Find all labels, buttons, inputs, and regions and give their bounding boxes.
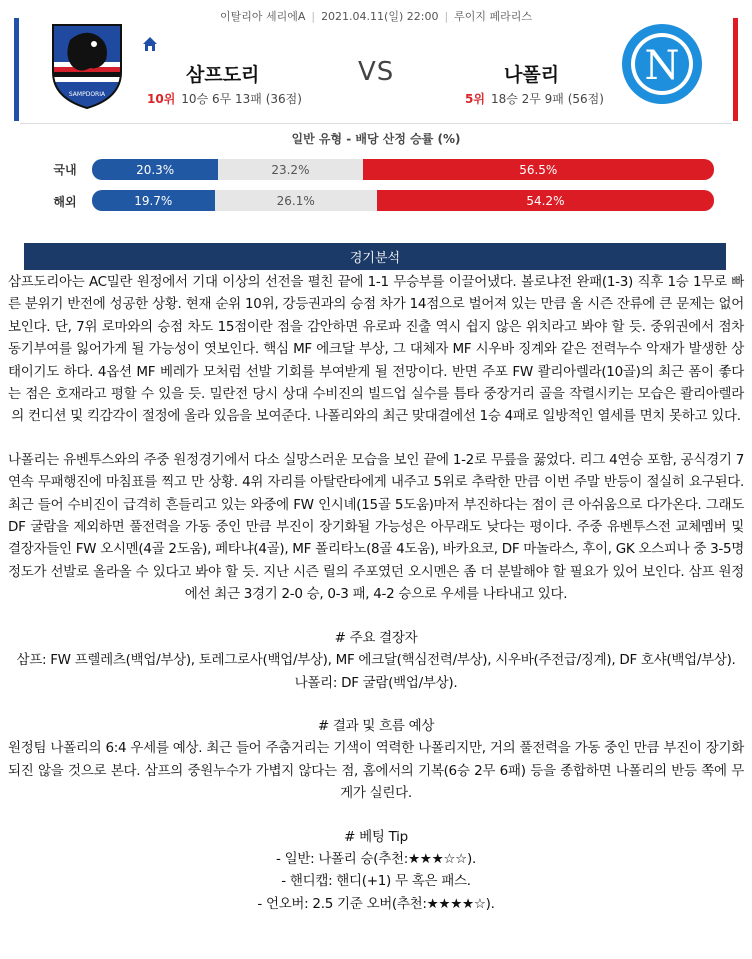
analysis-header: 경기분석: [24, 243, 726, 270]
betting-tip-item: - 핸디캡: 핸디(+1) 무 혹은 패스.: [281, 873, 471, 890]
odds-title: 일반 유형 - 배당 산정 승률 (%): [291, 132, 461, 146]
home-record-text: 10승 6무 13패 (36점): [181, 92, 302, 106]
away-win-segment: 54.2%: [377, 190, 714, 211]
home-color-edge: [14, 18, 19, 121]
analysis-body: [8, 271, 744, 915]
draw-segment: 23.2%: [218, 159, 362, 180]
away-logo-letter: N: [644, 43, 680, 89]
home-win-segment: 19.7%: [92, 190, 215, 211]
home-absentees: 삼프: FW 프렐레츠(백업/부상), 토레그로사(백업/부상), MF 에크달(핵심전력/부상), 시우바(주전급/징계), DF 호샤(백업/부상).: [16, 652, 736, 669]
match-info: 이탈리아 세리에A | 2021.04.11(일) 22:00 | 루이지 페라리스: [219, 10, 533, 23]
home-analysis-paragraph: 삼프도리아는 AC밀란 원정에서 기대 이상의 선전을 펼친 끝에 1-1 무승부를 이끌어냈다. 볼로냐전 완패(1-3) 직후 1승 1무로 빠른 분위기 반전에 성공한 상황. 현재 순위 10위, 강등권과의 승점 차가 14점으로 벌어져 있는 만큼 올 시즌 잔류에 큰 문제는 없어 보인다. 단, 7위 로마와의 승점 차도 15점이란 점을 감안하면 유로파 진출 역시 쉽지 않은 위치라고 봐야 할 듯. 중위권에서 점차 동기부여를 잃어가게 될 가능성이 엿보인다. 핵심 MF 에크달 부상, 그 대체자 MF 시우바 징계와 같은 전력누수 악재가 발생한 상태이기도 하다. 4옵션 MF 베레가 모처럼 선발 기회를 부여받게 될 전망이다. 반면 주포 FW 콸리아렐라(10골)의 최근 폼이 좋다는 점은 호재라고 평할 수 있을 듯. 밀란전 당시 상대 수비진의 빌드업 실수를 틈타 중장거리 골을 작렬시키는 모습은 콸리아렐라의 컨디션 및 킥감각이 절정에 올라 있음을 보여준다. 나폴리와의 최근 맞대결에선 1승 4패로 일방적인 열세를 면치 못하고 있다.: [8, 274, 744, 425]
away-win-segment: 56.5%: [363, 159, 714, 180]
away-team-record: [465, 90, 604, 107]
venue-name: 루이지 페라리스: [454, 10, 533, 23]
odds-bar-domestic: [92, 159, 714, 180]
odds-row-label-domestic: 국내: [53, 163, 77, 177]
vs-label: VS: [358, 57, 395, 87]
away-team-logo: [620, 22, 704, 106]
prediction-text: 원정팀 나폴리의 6:4 우세를 예상. 최근 들어 주춤거리는 기색이 역력한 나폴리지만, 거의 풀전력을 가동 중인 만큼 부진이 장기화되진 않을 것으로 본다. 삼프의 중원누수가 가볍지 않다는 점, 홈에서의 기복(6승 2무 6패) 등을 종합하면 나폴리의 반등 쪽에 무게가 실린다.: [8, 740, 744, 802]
absentees-title: # 주요 결장자: [334, 629, 418, 646]
home-win-segment: 20.3%: [92, 159, 218, 180]
draw-segment: 26.1%: [215, 190, 377, 211]
header-divider: [20, 123, 732, 124]
away-rank: 5위: [465, 92, 485, 106]
away-record-text: 18승 2무 9패 (56점): [490, 92, 604, 106]
away-absentees: 나폴리: DF 굴람(백업/부상).: [294, 674, 458, 691]
home-rank: 10위: [147, 92, 176, 106]
home-logo-text: SAMPDORIA: [68, 91, 106, 98]
home-team-record: [147, 90, 302, 107]
away-color-edge: [733, 18, 738, 121]
away-analysis-paragraph: 나폴리는 유벤투스와의 주중 원정경기에서 다소 실망스러운 모습을 보인 끝에 1-2로 무릎을 꿇었다. 리그 4연승 포함, 공식경기 7연속 무패행진에 마침표를 찍고 만 상황. 4위 자리를 아탈란타에게 내주고 5위로 추락한 만큼 이번 주말 반등이 절실히 요구된다. 최근 들어 수비진이 급격히 흔들리고 있는 와중에 FW 인시녜(15골 5도움)마저 부진하다는 점이 큰 아쉬움으로 다가온다. 그래도 DF 굴람을 제외하면 풀전력을 가동 중인 만큼 부진이 장기화될 가능성은 아무래도 낮다는 평이다. 주중 유벤투스전 교체멤버 및 결장자들인 FW 오시멘(4골 2도움), 페타냐(4골), MF 폴리타노(8골 4도움), 바카요코, DF 마놀라스, 후이, GK 오스피나 중 3-5명 정도가 선발로 올라올 수 있다고 봐야 할 듯. 지난 시즌 릴의 주포였던 오시멘은 좀 더 분발해야 할 필요가 있어 보인다. 삼프 원정에선 최근 3경기 2-0 승, 0-3 패, 4-2 승으로 우세를 나타내고 있다.: [8, 451, 744, 603]
match-datetime: 2021.04.11(일) 22:00: [321, 10, 439, 23]
betting-tip-item: - 일반: 나폴리 승(추천:★★★☆☆).: [276, 850, 476, 867]
betting-tip-title: # 베팅 Tip: [344, 828, 408, 845]
home-team-logo: [50, 22, 124, 110]
prediction-title: # 결과 및 흐름 예상: [317, 717, 435, 734]
odds-bar-overseas: [92, 190, 714, 211]
betting-tip-item: - 언오버: 2.5 기준 오버(추천:★★★★☆).: [257, 895, 495, 912]
away-team-name: 나폴리: [504, 64, 560, 86]
home-team-name: 삼프도리: [186, 64, 260, 86]
league-name: 이탈리아 세리에A: [219, 10, 306, 23]
home-icon[interactable]: [142, 36, 158, 52]
odds-row-label-overseas: 해외: [53, 195, 77, 209]
